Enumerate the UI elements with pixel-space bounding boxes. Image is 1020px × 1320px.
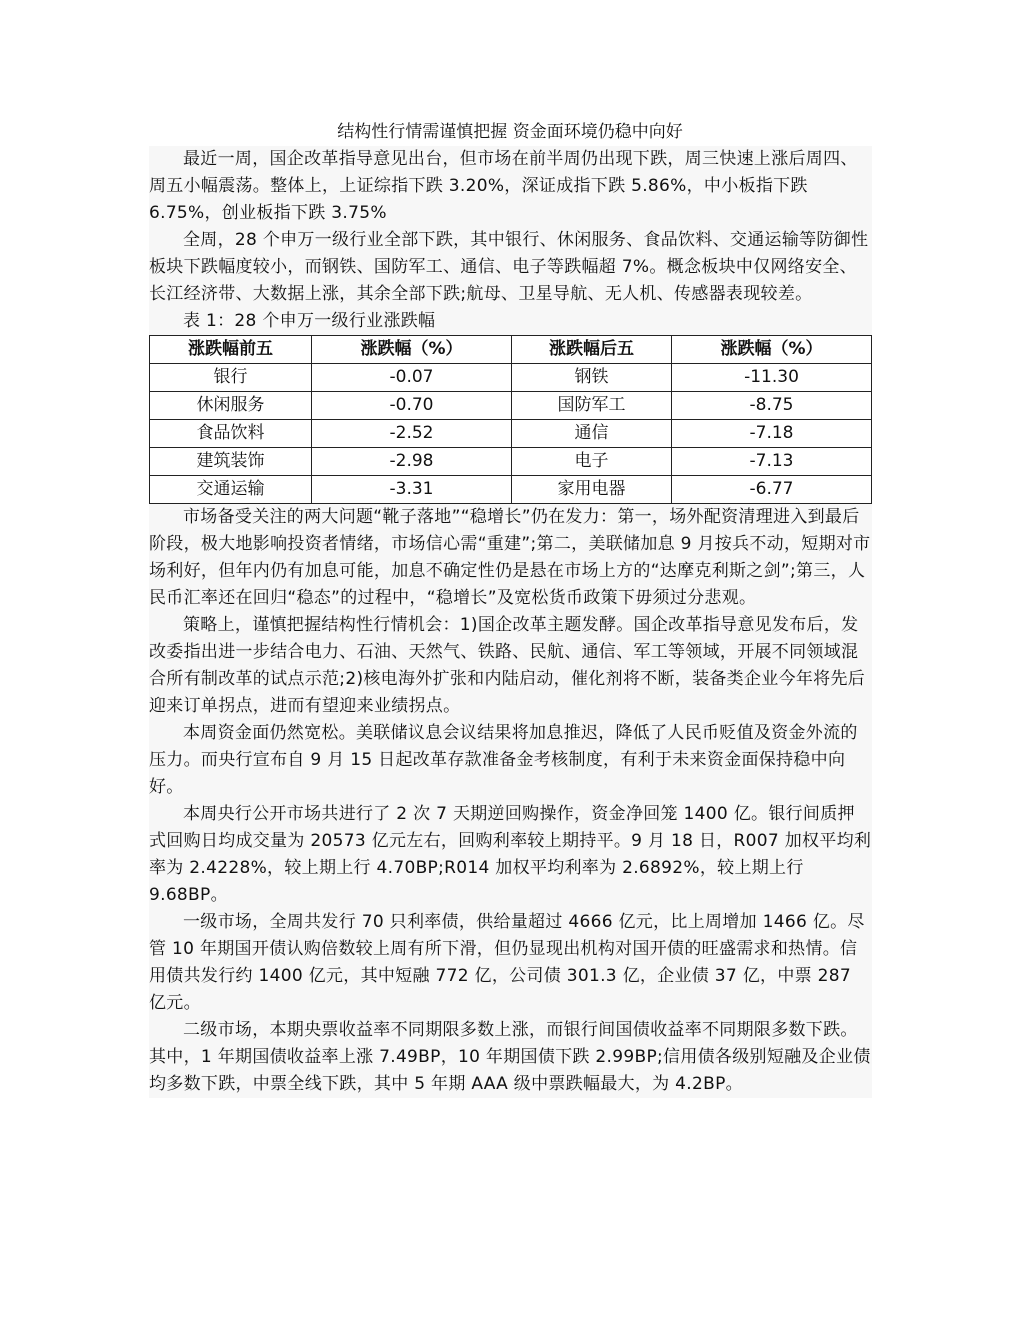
bottom-industry: 钢铁: [512, 364, 672, 392]
bottom-change: -6.77: [672, 476, 872, 504]
header-bottom-five: 涨跌幅后五: [512, 336, 672, 364]
paragraph: 本周资金面仍然宽松。美联储议息会议结果将加息推迟，降低了人民币贬值及资金外流的压力。而央行宣布自 9 月 15 日起改革存款准备金考核制度，有利于未来资金面保持稳中向好。: [149, 723, 858, 797]
paragraph: 策略上，谨慎把握结构性行情机会：1)国企改革主题发酵。国企改革指导意见发布后，发改委指出进一步结合电力、石油、天然气、铁路、民航、通信、军工等领域，开展不同领域混合所有制改革的试点示范;2)核电海外扩张和内陆启动，催化剂将不断，装备类企业今年将先后迎来订单拐点，进而有望迎来业绩拐点。: [149, 615, 866, 716]
bottom-change: -7.13: [672, 448, 872, 476]
bottom-industry: 电子: [512, 448, 672, 476]
paragraph: 全周，28 个申万一级行业全部下跌，其中银行、休闲服务、食品饮料、交通运输等防御性板块下跌幅度较小，而钢铁、国防军工、通信、电子等跌幅超 7%。概念板块中仅网络安全、长江经济带、大数据上涨，其余全部下跌;航母、卫星导航、无人机、传感器表现较差。: [149, 230, 869, 304]
header-top-five: 涨跌幅前五: [150, 336, 312, 364]
industry-change-table: [149, 335, 872, 504]
top-industry: 休闲服务: [150, 392, 312, 420]
paragraph: 市场备受关注的两大问题“靴子落地”“稳增长”仍在发力：第一，场外配资清理进入到最后阶段，极大地影响投资者情绪，市场信心需“重建”;第二，美联储加息 9 月按兵不动，短期对市场利好，但年内仍有加息可能，加息不确定性仍是悬在市场上方的“达摩克利斯之剑”;第三，人民币汇率还在回归“稳态”的过程中，“稳增长”及宽松货币政策下毋须过分悲观。: [149, 507, 871, 608]
bottom-industry: 国防军工: [512, 392, 672, 420]
paragraph: 最近一周，国企改革指导意见出台，但市场在前半周仍出现下跌，周三快速上涨后周四、周五小幅震荡。整体上，上证综指下跌 3.20%，深证成指下跌 5.86%，中小板指下跌 6.75%，创业板指下跌 3.75%: [149, 149, 858, 223]
top-industry: 银行: [150, 364, 312, 392]
table-row: [150, 364, 872, 392]
table-row: [150, 476, 872, 504]
top-change: -3.31: [312, 476, 512, 504]
table-caption: 表 1：28 个申万一级行业涨跌幅: [183, 311, 436, 331]
table-row: [150, 448, 872, 476]
table-row: [150, 420, 872, 448]
top-change: -2.98: [312, 448, 512, 476]
table-header-row: [150, 336, 872, 364]
top-industry: 建筑装饰: [150, 448, 312, 476]
table-row: [150, 392, 872, 420]
header-bottom-change: 涨跌幅（%）: [672, 336, 872, 364]
bottom-change: -11.30: [672, 364, 872, 392]
bottom-change: -7.18: [672, 420, 872, 448]
top-change: -0.70: [312, 392, 512, 420]
bottom-industry: 通信: [512, 420, 672, 448]
top-change: -0.07: [312, 364, 512, 392]
bottom-industry: 家用电器: [512, 476, 672, 504]
bottom-change: -8.75: [672, 392, 872, 420]
header-top-change: 涨跌幅（%）: [312, 336, 512, 364]
top-industry: 交通运输: [150, 476, 312, 504]
paragraph: 一级市场，全周共发行 70 只利率债，供给量超过 4666 亿元，比上周增加 1466 亿。尽管 10 年期国开债认购倍数较上周有所下滑，但仍显现出机构对国开债的旺盛需求和热情。信用债共发行约 1400 亿元，其中短融 772 亿，公司债 301.3 亿，企业债 37 亿，中票 287 亿元。: [149, 912, 865, 1013]
article-body: [149, 146, 872, 1098]
top-industry: 食品饮料: [150, 420, 312, 448]
page-title: 结构性行情需谨慎把握 资金面环境仍稳中向好: [337, 122, 683, 142]
paragraph: 二级市场，本期央票收益率不同期限多数上涨，而银行间国债收益率不同期限多数下跌。其中，1 年期国债收益率上涨 7.49BP，10 年期国债下跌 2.99BP;信用债各级别短融及企业债均多数下跌，中票全线下跌，其中 5 年期 AAA 级中票跌幅最大，为 4.2BP。: [149, 1020, 871, 1094]
paragraph: 本周央行公开市场共进行了 2 次 7 天期逆回购操作，资金净回笼 1400 亿。银行间质押式回购日均成交量为 20573 亿元左右，回购利率较上期持平。9 月 18 日，R007 加权平均利率为 2.4228%，较上期上行 4.70BP;R014 加权平均利率为 2.6892%，较上期上行 9.68BP。: [149, 804, 872, 905]
top-change: -2.52: [312, 420, 512, 448]
